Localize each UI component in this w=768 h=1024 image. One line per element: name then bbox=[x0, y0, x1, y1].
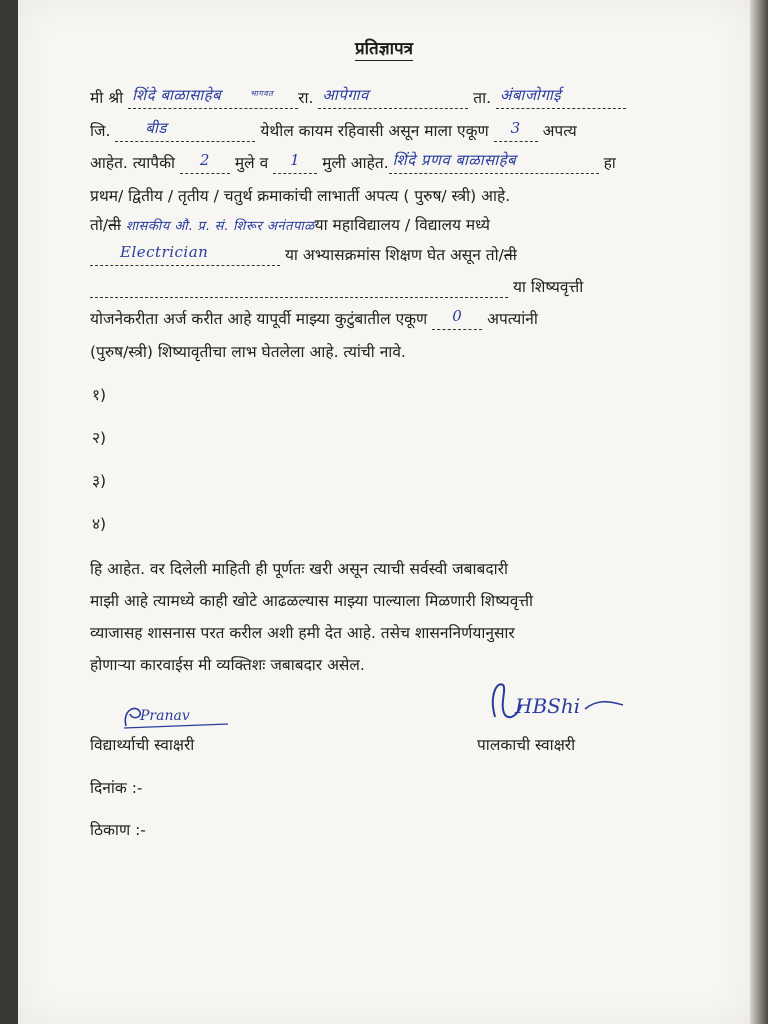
line-scholarship-name: या शिष्यवृत्ती bbox=[90, 276, 583, 298]
line-previous-beneficiaries: योजनेकरीता अर्ज करीत आहे यापूर्वी माझ्या कुटुंबातील एकूण 0 अपत्यांनी bbox=[90, 307, 538, 328]
child-name-field: शिंदे प्रणव बाळासाहेब bbox=[389, 153, 599, 174]
list-item-4: ४) bbox=[92, 515, 107, 533]
list-item-2: २) bbox=[92, 429, 107, 447]
previous-count-field: 0 bbox=[432, 309, 482, 330]
date-label: दिनांक :- bbox=[90, 779, 143, 797]
student-signature bbox=[118, 700, 238, 734]
declaration-line-3: व्याजासह शासनास परत करील अशी हमी देत आहे. तसेच शासननिर्णयानुसार bbox=[90, 624, 515, 642]
svg-text:Pranav: Pranav bbox=[140, 708, 190, 724]
line-course: Electrician या अभ्यासक्रमांस शिक्षण घेत असून तो/ती bbox=[90, 244, 517, 266]
course-field: Electrician bbox=[90, 245, 280, 266]
children-count-field: 3 bbox=[494, 121, 538, 142]
declaration-line-2: माझी आहे त्यामध्ये काही खोटे आढळल्यास माझ्या पाल्याला मिळणारी शिष्यवृत्ती bbox=[90, 592, 534, 610]
place-label: ठिकाण :- bbox=[90, 821, 146, 839]
line-name-address: मी श्री शिंदे बाळासाहेब भागवत रा. आपेगाव ता. अंबाजोगाई bbox=[90, 87, 626, 109]
line-names-heading: (पुरुष/स्त्री) शिष्यावृतीचा लाभ घेतलेला आहे. त्यांची नावे. bbox=[90, 343, 406, 361]
taluka-field: अंबाजोगाई bbox=[496, 88, 626, 109]
svg-text:HBShi: HBShi bbox=[515, 694, 581, 718]
declaration-line-1: हि आहेत. वर दिलेली माहिती ही पूर्णतः खरी असून त्याची सर्वस्वी जबाबदारी bbox=[90, 560, 508, 578]
line-college: तो/ती शासकीय औ. प्र. सं. शिरूर अनंतपाळया महाविद्यालय / विद्यालय मध्ये bbox=[90, 216, 490, 234]
parent-signature bbox=[485, 675, 635, 725]
line-birth-order: प्रथम/ द्वितीय / तृतीय / चतुर्थ क्रमाकांची लाभार्ती अपत्य ( पुरुष/ स्त्री) आहे. bbox=[90, 187, 511, 205]
daughters-count-field: 1 bbox=[273, 153, 317, 174]
scholarship-name-field bbox=[90, 277, 508, 298]
district-field: बीड bbox=[115, 121, 255, 142]
sons-count-field: 2 bbox=[180, 153, 230, 174]
line-sons-daughters: आहेत. त्यापैकी 2 मुले व 1 मुली आहेत. शिंदे प्रणव बाळासाहेब हा bbox=[90, 151, 616, 172]
village-field: आपेगाव bbox=[318, 88, 468, 109]
list-item-1: १) bbox=[92, 386, 107, 404]
student-signature-label: विद्यार्थ्याची स्वाक्षरी bbox=[90, 736, 195, 754]
parent-signature-label: पालकाची स्वाक्षरी bbox=[477, 736, 576, 754]
name-field: शिंदे बाळासाहेब भागवत bbox=[128, 88, 298, 109]
line-district-count: जि. बीड येथील कायम रहिवासी असून माला एकूण 3 अपत्य bbox=[90, 119, 577, 140]
list-item-3: ३) bbox=[92, 472, 107, 490]
document-title: प्रतिज्ञापत्र bbox=[354, 39, 414, 59]
page-edge-shadow bbox=[750, 0, 768, 1024]
declaration-line-4: होणाऱ्या कारवाईस मी व्यक्तिशः जबाबदार असेल. bbox=[90, 656, 365, 674]
